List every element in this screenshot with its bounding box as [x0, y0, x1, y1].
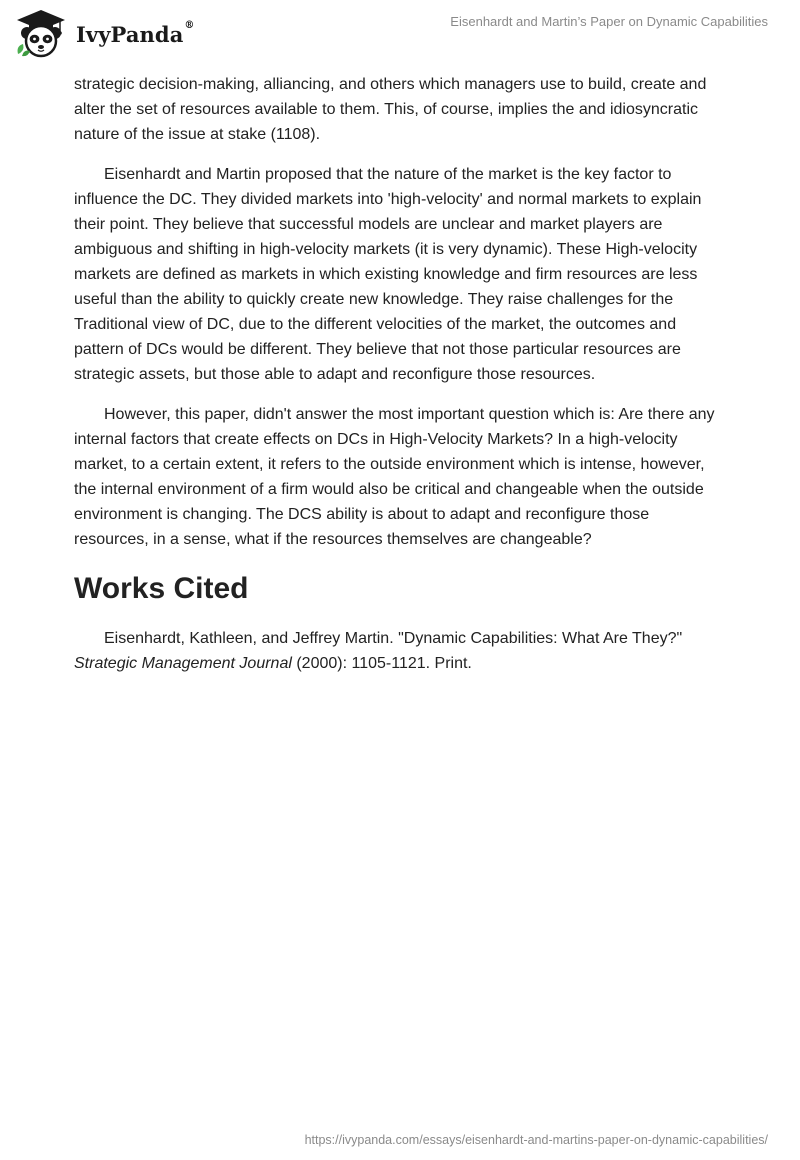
page-header: [0, 0, 800, 62]
citation-authors-title: Eisenhardt, Kathleen, and Jeffrey Martin. "Dynamic Capabilities: What Are They?": [104, 630, 683, 647]
source-url-link[interactable]: https://ivypanda.com/essays/eisenhardt-and-martins-paper-on-dynamic-capabilities/: [304, 1133, 768, 1147]
citation-details: (2000): 1105-1121. Print.: [291, 655, 472, 672]
citation-entry: [74, 626, 726, 676]
ivypanda-logo[interactable]: [14, 8, 195, 58]
citation-journal: Strategic Management Journal: [74, 655, 292, 672]
brand-name: IvyPanda®: [76, 19, 195, 47]
panda-graduate-logo-icon: [14, 8, 68, 58]
document-title: Eisenhardt and Martin’s Paper on Dynamic Capabilities: [450, 14, 768, 29]
body-paragraph: strategic decision-making, alliancing, and others which managers use to build, create and alter the set of resources available to them. This, of course, implies the and idiosyncratic nature of the issue at stake (1108).: [74, 76, 707, 143]
body-paragraph: Eisenhardt and Martin proposed that the nature of the market is the key factor to influence the DC. They divided markets into 'high-velocity' and normal markets to explain their point. They believe that successful models are unclear and market players are ambiguous and shifting in high-velocity markets (it is very dynamic). These High-velocity markets are defined as markets in which existing knowledge and firm resources are less useful than the ability to quickly create new knowledge. They raise challenges for the Traditional view of DC, due to the different velocities of the market, the outcomes and pattern of DCs would be different. They believe that not those particular resources are strategic assets, but those able to adapt and reconfigure those resources.: [74, 166, 702, 383]
works-cited-heading: Works Cited: [74, 572, 249, 605]
body-paragraph: However, this paper, didn't answer the most important question which is: Are there any internal factors that create effects on DCs in High-Velocity Markets? In a high-velocity market, to a certain extent, it refers to the outside environment which is intense, however, the internal environment of a firm would also be critical and changeable when the outside environment is changing. The DCS ability is about to adapt and reconfigure those resources, in a sense, what if the resources themselves are changeable?: [74, 406, 715, 548]
essay-content: [74, 72, 726, 676]
